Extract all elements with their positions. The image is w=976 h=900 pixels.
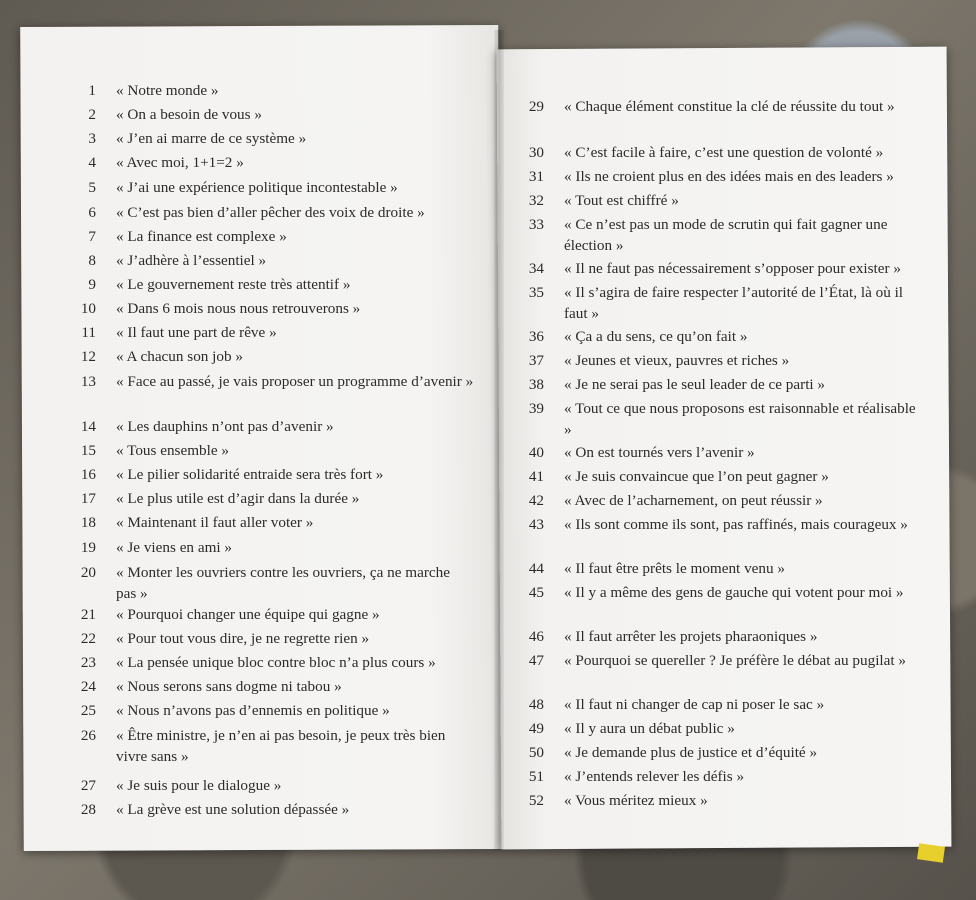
quote-text: « Il y aura un débat public »	[564, 720, 735, 737]
quote-number: 33	[528, 216, 544, 233]
quote-number: 7	[88, 228, 96, 245]
quote-text: « Tous ensemble »	[116, 442, 229, 459]
quote-text: « Le plus utile est d’agir dans la durée »	[116, 490, 360, 507]
quote-number: 6	[88, 204, 96, 221]
quote-number: 47	[528, 652, 544, 669]
quote-text: « Ça a du sens, ce qu’on fait »	[564, 328, 748, 345]
quote-text: « Chaque élément constitue la clé de réussite du tout »	[564, 98, 895, 115]
quote-number: 49	[528, 720, 544, 737]
quote-number: 36	[528, 328, 544, 345]
quote-number: 3	[88, 130, 96, 147]
quote-text: « Vous méritez mieux »	[564, 792, 708, 809]
quote-text: « Le gouvernement reste très attentif »	[116, 276, 351, 293]
quote-text: « Dans 6 mois nous nous retrouverons »	[116, 300, 361, 317]
quote-text: « La pensée unique bloc contre bloc n’a plus cours »	[116, 654, 436, 671]
quote-number: 25	[80, 702, 96, 719]
quote-number: 13	[80, 373, 96, 390]
quote-number: 48	[528, 696, 544, 713]
quote-number: 45	[528, 584, 544, 601]
quote-number: 12	[80, 348, 96, 365]
quote-number: 10	[80, 300, 96, 317]
quote-number: 17	[80, 490, 96, 507]
quote-text: « Il s’agira de faire respecter l’autorité de l’État, là où il faut »	[564, 284, 904, 322]
quote-text: « Je suis pour le dialogue »	[116, 777, 282, 794]
quote-number: 28	[80, 801, 96, 818]
quote-number: 31	[528, 168, 544, 185]
quote-number: 22	[80, 630, 96, 647]
quote-text: « Il y a même des gens de gauche qui votent pour moi »	[564, 584, 904, 601]
book-gutter	[494, 30, 504, 850]
quote-text: « Tout ce que nous proposons est raisonnable et réalisable »	[564, 400, 916, 438]
quote-number: 24	[80, 678, 96, 695]
quote-text: « Maintenant il faut aller voter »	[116, 514, 314, 531]
quote-number: 5	[88, 179, 96, 196]
quote-number: 26	[80, 727, 96, 744]
quote-text: « Il faut ni changer de cap ni poser le sac »	[564, 696, 825, 713]
quote-text: « Notre monde »	[116, 82, 219, 99]
quote-number: 21	[80, 606, 96, 623]
quote-text: « Les dauphins n’ont pas d’avenir »	[116, 418, 334, 435]
quote-number: 8	[88, 252, 96, 269]
quote-text: « Face au passé, je vais proposer un programme d’avenir »	[116, 373, 474, 390]
quote-text: « Pour tout vous dire, je ne regrette rien »	[116, 630, 370, 647]
quote-text: « Je suis convaincue que l’on peut gagner »	[564, 468, 829, 485]
quote-number: 52	[528, 792, 544, 809]
quote-text: « Jeunes et vieux, pauvres et riches »	[564, 352, 790, 369]
quote-text: « J’ai une expérience politique incontestable »	[116, 179, 398, 196]
quote-number: 38	[528, 376, 544, 393]
quote-text: « Tout est chiffré »	[564, 192, 679, 209]
quote-number: 43	[528, 516, 544, 533]
quote-text: « C’est facile à faire, c’est une question de volonté »	[564, 144, 884, 161]
quote-text: « Je demande plus de justice et d’équité »	[564, 744, 818, 761]
quote-number: 44	[528, 560, 544, 577]
quote-number: 42	[528, 492, 544, 509]
quote-number: 1	[88, 82, 96, 99]
quote-number: 2	[88, 106, 96, 123]
quote-text: « Monter les ouvriers contre les ouvriers, ça ne marche pas »	[116, 564, 450, 602]
quote-text: « Nous n’avons pas d’ennemis en politique »	[116, 702, 390, 719]
quote-number: 27	[80, 777, 96, 794]
quote-text: « Nous serons sans dogme ni tabou »	[116, 678, 342, 695]
quote-text: « Je viens en ami »	[116, 539, 232, 556]
quote-text: « Pourquoi changer une équipe qui gagne »	[116, 606, 380, 623]
quote-text: « C’est pas bien d’aller pêcher des voix de droite »	[116, 204, 425, 221]
quote-number: 29	[528, 98, 544, 115]
quote-text: « On est tournés vers l’avenir »	[564, 444, 755, 461]
quote-text: « Avec de l’acharnement, on peut réussir »	[564, 492, 823, 509]
quote-text: « Ce n’est pas un mode de scrutin qui fait gagner une élection »	[564, 216, 888, 254]
quote-number: 18	[80, 514, 96, 531]
quote-text: « On a besoin de vous »	[116, 106, 262, 123]
quote-text: « A chacun son job »	[116, 348, 243, 365]
quote-number: 23	[80, 654, 96, 671]
quote-text: « Je ne serai pas le seul leader de ce parti »	[564, 376, 826, 393]
quote-text: « Il faut arrêter les projets pharaoniques »	[564, 628, 818, 645]
quote-number: 19	[80, 539, 96, 556]
quote-text: « Être ministre, je n’en ai pas besoin, je peux très bien vivre sans »	[116, 727, 446, 765]
quote-number: 32	[528, 192, 544, 209]
quote-number: 41	[528, 468, 544, 485]
quote-text: « La grève est une solution dépassée »	[116, 801, 350, 818]
quote-number: 46	[528, 628, 544, 645]
quote-number: 37	[528, 352, 544, 369]
quote-text: « J’en ai marre de ce système »	[116, 130, 307, 147]
quote-number: 34	[528, 260, 544, 277]
quote-text: « La finance est complexe »	[116, 228, 287, 245]
quote-text: « J’adhère à l’essentiel »	[116, 252, 267, 269]
quote-number: 15	[80, 442, 96, 459]
quote-text: « Ils sont comme ils sont, pas raffinés, mais courageux »	[564, 516, 908, 533]
quote-number: 51	[528, 768, 544, 785]
quote-number: 20	[80, 564, 96, 581]
quote-text: « Avec moi, 1+1=2 »	[116, 154, 244, 171]
quote-text: « Le pilier solidarité entraide sera très fort »	[116, 466, 384, 483]
quote-number: 50	[528, 744, 544, 761]
quote-number: 11	[81, 324, 96, 341]
quote-number: 39	[528, 400, 544, 417]
quote-text: « J’entends relever les défis »	[564, 768, 745, 785]
quote-number: 35	[528, 284, 544, 301]
quote-number: 40	[528, 444, 544, 461]
quote-number: 9	[88, 276, 96, 293]
quote-text: « Il ne faut pas nécessairement s’opposer pour exister »	[564, 260, 901, 277]
quote-text: « Il faut être prêts le moment venu »	[564, 560, 785, 577]
yellow-tape	[917, 843, 945, 862]
quote-number: 16	[80, 466, 96, 483]
quote-text: « Pourquoi se quereller ? Je préfère le débat au pugilat »	[564, 652, 907, 669]
quote-number: 14	[80, 418, 96, 435]
quote-number: 30	[528, 144, 544, 161]
quote-text: « Il faut une part de rêve »	[116, 324, 277, 341]
quote-number: 4	[88, 154, 96, 171]
quote-text: « Ils ne croient plus en des idées mais en des leaders »	[564, 168, 894, 185]
